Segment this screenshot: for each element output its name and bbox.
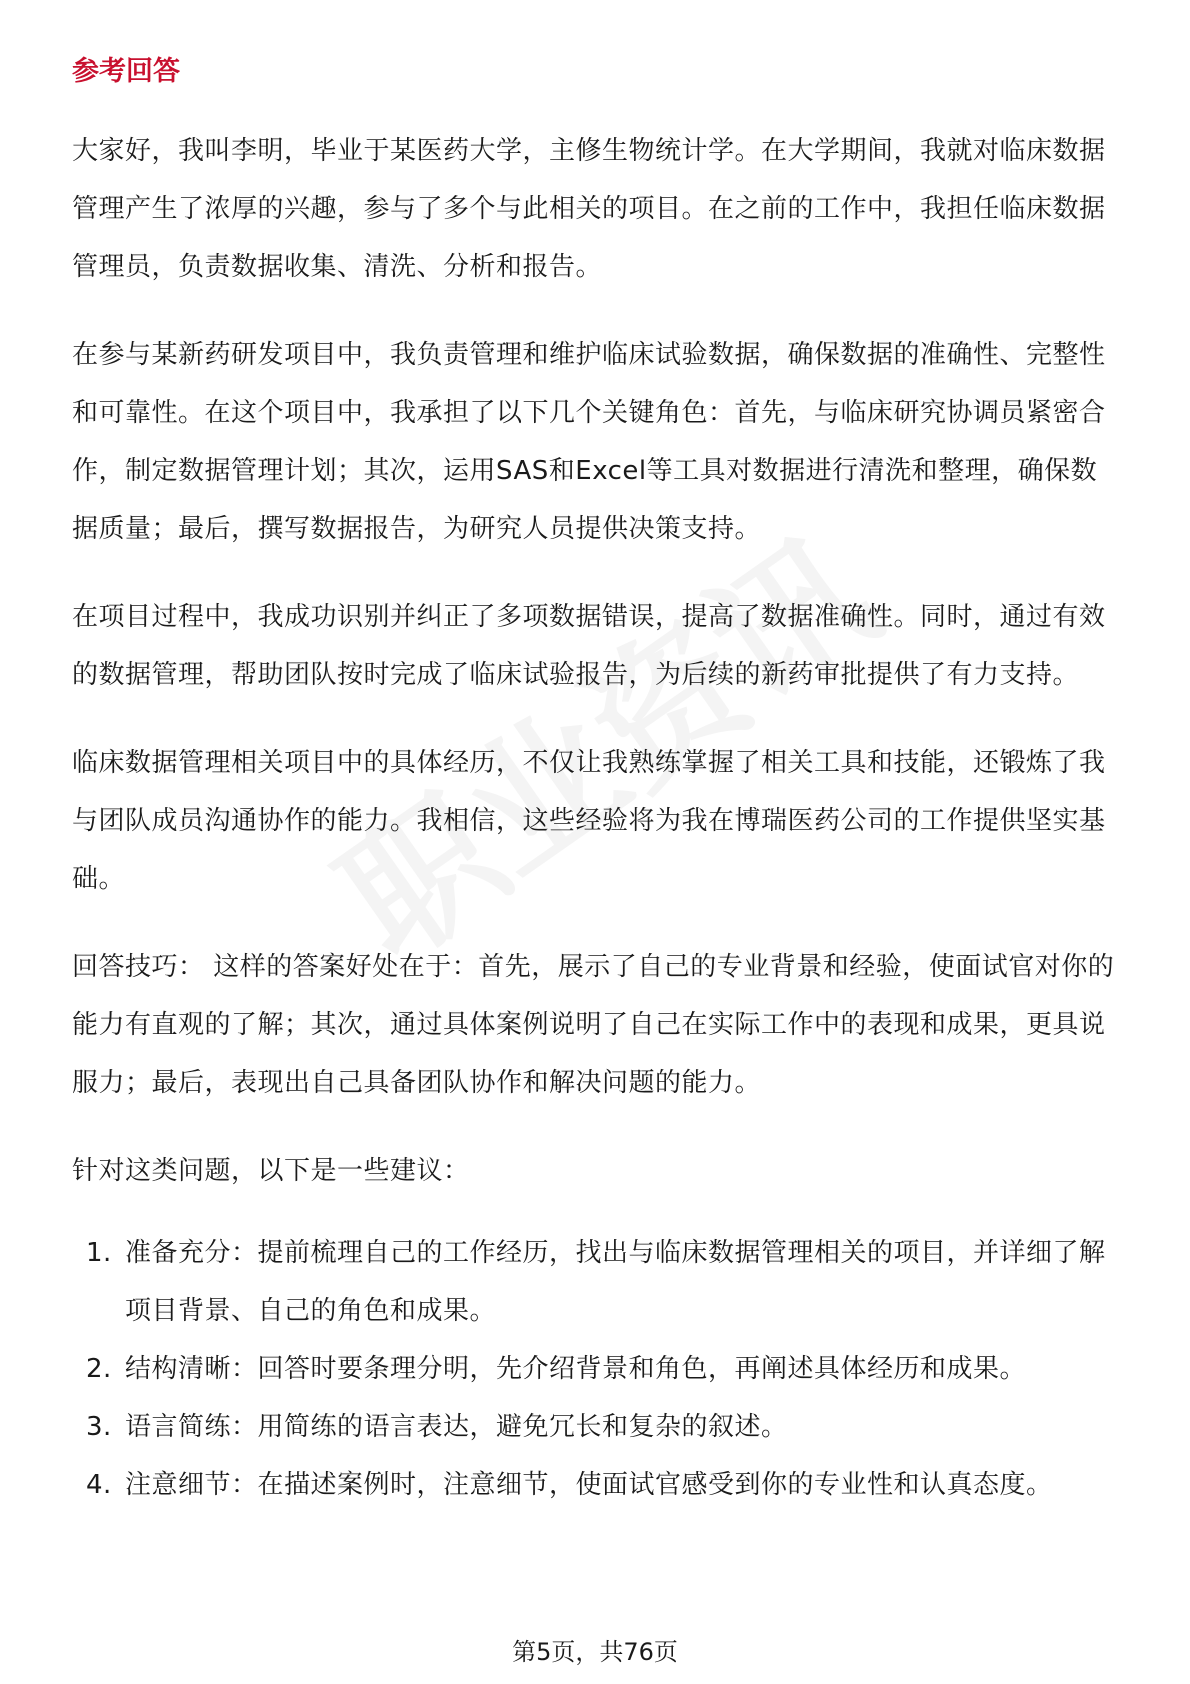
list-item-text: 准备充分：提前梳理自己的工作经历，找出与临床数据管理相关的项目，并详细了解项目背景、自己的角色和成果。 <box>125 1238 1106 1326</box>
list-item <box>72 1456 1122 1514</box>
list-item <box>72 1340 1122 1398</box>
paragraph-experience-summary: 临床数据管理相关项目中的具体经历，不仅让我熟练掌握了相关工具和技能，还锻炼了我与团队成员沟通协作的能力。我相信，这些经验将为我在博瑞医药公司的工作提供坚实基础。 <box>72 748 1106 894</box>
list-item-text: 结构清晰：回答时要条理分明，先介绍背景和角色，再阐述具体经历和成果。 <box>125 1354 1027 1384</box>
paragraph-answer-tips: 回答技巧： 这样的答案好处在于：首先，展示了自己的专业背景和经验，使面试官对你的能力有直观的了解；其次，通过具体案例说明了自己在实际工作中的表现和成果，更具说服力；最后，表现出自己具备团队协作和解决问题的能力。 <box>72 952 1115 1098</box>
page-number-footer: 第5页，共76页 <box>512 1638 678 1666</box>
section-heading: 参考回答 <box>72 56 180 87</box>
list-item-number: 2. <box>86 1354 112 1384</box>
list-item-number: 1. <box>86 1238 112 1268</box>
list-item-number: 3. <box>86 1412 112 1442</box>
list-item-number: 4. <box>86 1470 112 1500</box>
list-item <box>72 1398 1122 1456</box>
list-item-text: 注意细节：在描述案例时，注意细节，使面试官感受到你的专业性和认真态度。 <box>125 1470 1053 1500</box>
paragraph-intro: 大家好，我叫李明，毕业于某医药大学，主修生物统计学。在大学期间，我就对临床数据管理产生了浓厚的兴趣，参与了多个与此相关的项目。在之前的工作中，我担任临床数据管理员，负责数据收集、清洗、分析和报告。 <box>72 136 1106 282</box>
paragraph-project-roles: 在参与某新药研发项目中，我负责管理和维护临床试验数据，确保数据的准确性、完整性和可靠性。在这个项目中，我承担了以下几个关键角色：首先，与临床研究协调员紧密合作，制定数据管理计划；其次，运用SAS和Excel等工具对数据进行清洗和整理，确保数据质量；最后，撰写数据报告，为研究人员提供决策支持。 <box>72 340 1106 544</box>
document-page <box>72 52 1122 1514</box>
list-item <box>72 1224 1122 1340</box>
paragraph-project-results: 在项目过程中，我成功识别并纠正了多项数据错误，提高了数据准确性。同时，通过有效的数据管理，帮助团队按时完成了临床试验报告，为后续的新药审批提供了有力支持。 <box>72 602 1106 690</box>
suggestion-list <box>72 1224 1122 1514</box>
paragraph-suggestions-intro: 针对这类问题，以下是一些建议： <box>72 1156 470 1186</box>
list-item-text: 语言简练：用简练的语言表达，避免冗长和复杂的叙述。 <box>125 1412 788 1442</box>
